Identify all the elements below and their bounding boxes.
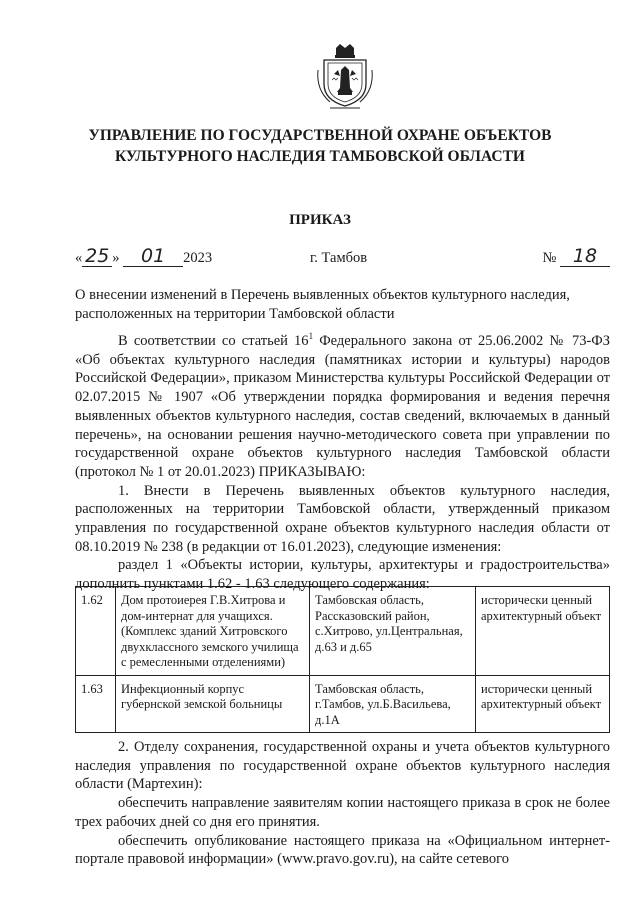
order-tail	[75, 738, 610, 869]
order-number	[543, 246, 610, 267]
object-category: исторически ценный архитектурный объект	[476, 675, 610, 733]
order-body	[75, 332, 610, 594]
item-1-section-paragraph: раздел 1 «Объекты истории, культуры, архитектуры и градостроительства» дополнить пунктами 1.62 - 1.63 следующего содержания:	[75, 557, 610, 593]
item-1-paragraph: 1. Внести в Перечень выявленных объектов культурного наследия, расположенных на территории Тамбовской области, утвержденный приказом управления по государственной охране объектов культурного наследия области от 08.10.2019 № 238 (в редакции от 16.01.2023), следующие изменения:	[75, 482, 610, 555]
organization-name	[40, 125, 600, 167]
heritage-objects-table	[75, 586, 610, 733]
organization-name-line-2: КУЛЬТУРНОГО НАСЛЕДИЯ ТАМБОВСКОЙ ОБЛАСТИ	[115, 148, 525, 165]
tambov-coat-of-arms-icon	[314, 40, 376, 112]
date-month: 01	[123, 246, 183, 267]
item-2a-paragraph: обеспечить направление заявителям копии настоящего приказа в срок не более трех рабочих дней со дня его принятия.	[75, 795, 610, 830]
item-2b-paragraph: обеспечить опубликование настоящего приказа на «Официальном интернет-портале правовой информации» (www.pravo.gov.ru), на сайте сетевого	[75, 832, 610, 868]
preamble-start: В соответствии со статьей 16	[118, 333, 309, 349]
preamble-paragraph	[75, 332, 610, 482]
date-year: 2023	[183, 250, 213, 266]
organization-name-line-1: УПРАВЛЕНИЕ ПО ГОСУДАРСТВЕННОЙ ОХРАНЕ ОБЪЕКТОВ	[88, 127, 552, 144]
object-address: Тамбовская область, г.Тамбов, ул.Б.Васильева, д.1А	[310, 675, 476, 733]
table-row	[76, 587, 610, 676]
date-open-quote: «	[75, 250, 83, 266]
order-date	[75, 246, 212, 267]
document-type: ПРИКАЗ	[289, 212, 351, 228]
preamble-rest: Федерального закона от 25.06.2002 № 73-ФЗ «Об объектах культурного наследия (памятниках истории и культуры) народов Российской Федерации», приказом Министерства культуры Российской Федерации от 02.07.2015 № 1907 «Об утверждении порядка формирования и ведения перечня выявленных объектов культурного наследия, состав сведений, включаемых в данный перечень», на основании решения научно-методического совета при управлении по государственной охране объектов культурного наследия Тамбовской области (протокол № 1 от 20.01.2023) ПРИКАЗЫВАЮ:	[75, 333, 610, 480]
date-line	[75, 246, 610, 272]
date-close-quote: »	[112, 250, 120, 266]
row-number: 1.63	[76, 675, 116, 733]
object-name: Дом протоиерея Г.В.Хитрова и дом-интернат для учащихся. (Комплекс зданий Хитровского двухклассного земского училища с ремесленными отделениями)	[116, 587, 310, 676]
article-superscript: 1	[308, 331, 314, 342]
order-city: г. Тамбов	[310, 250, 368, 266]
table-row	[76, 675, 610, 733]
object-category: исторически ценный архитектурный объект	[476, 587, 610, 676]
item-2-paragraph: 2. Отделу сохранения, государственной охраны и учета объектов культурного наследия управления по государственной охране объектов культурного наследия области (Мартехин):	[75, 739, 610, 793]
number-sign: №	[542, 250, 557, 266]
number-value: 18	[560, 246, 610, 267]
object-address: Тамбовская область, Рассказовский район, с.Хитрово, ул.Центральная, д.63 и д.65	[310, 587, 476, 676]
date-day: 25	[82, 246, 112, 267]
object-name: Инфекционный корпус губернской земской больницы	[116, 675, 310, 733]
row-number: 1.62	[76, 587, 116, 676]
order-subject: О внесении изменений в Перечень выявленных объектов культурного наследия, расположенных на территории Тамбовской области	[75, 287, 570, 322]
